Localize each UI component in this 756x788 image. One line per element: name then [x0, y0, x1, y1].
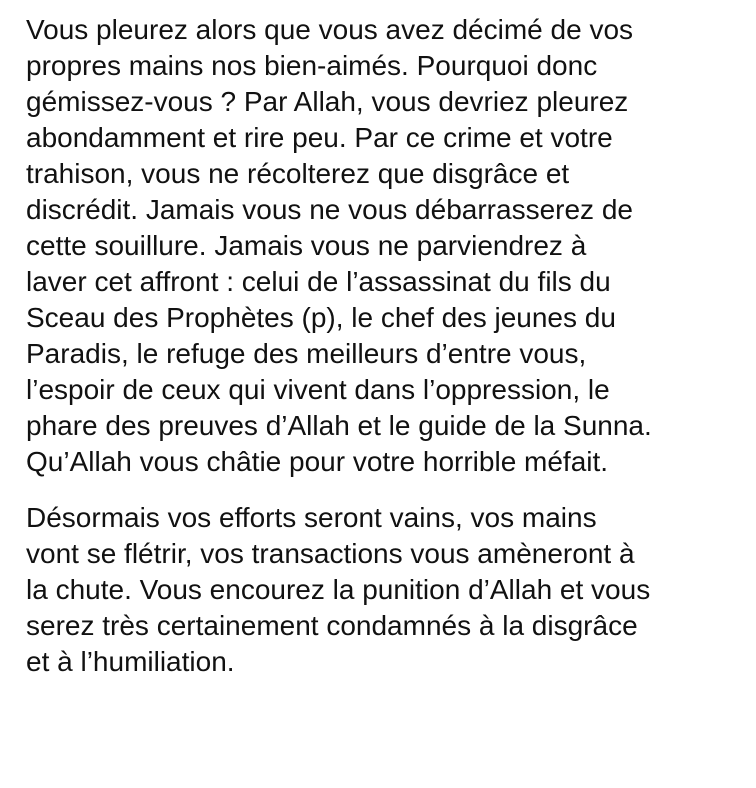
document-body — [26, 12, 748, 680]
paragraph-2: Désormais vos efforts seront vains, vos mains vont se flétrir, vos transactions vous amèneront à la chute. Vous encourez la punition d’Allah et vous serez très certainement condamnés à la disgrâce et à l’humiliation. — [26, 502, 651, 677]
paragraph-1: Vous pleurez alors que vous avez décimé de vos propres mains nos bien-aimés. Pourquoi donc gémissez-vous ? Par Allah, vous devriez pleurez abondamment et rire peu. Par ce crime et votre trahison, vous ne récolterez que disgrâce et discrédit. Jamais vous ne vous débarrasserez de cette souillure. Jamais vous ne parviendrez à laver cet affront : celui de l’assassinat du fils du Sceau des Prophètes (p), le chef des jeunes du Paradis, le refuge des meilleurs d’entre vous, l’espoir de ceux qui vivent dans l’oppression, le phare des preuves d’Allah et le guide de la Sunna. Qu’Allah vous châtie pour votre horrible méfait. — [26, 14, 652, 477]
